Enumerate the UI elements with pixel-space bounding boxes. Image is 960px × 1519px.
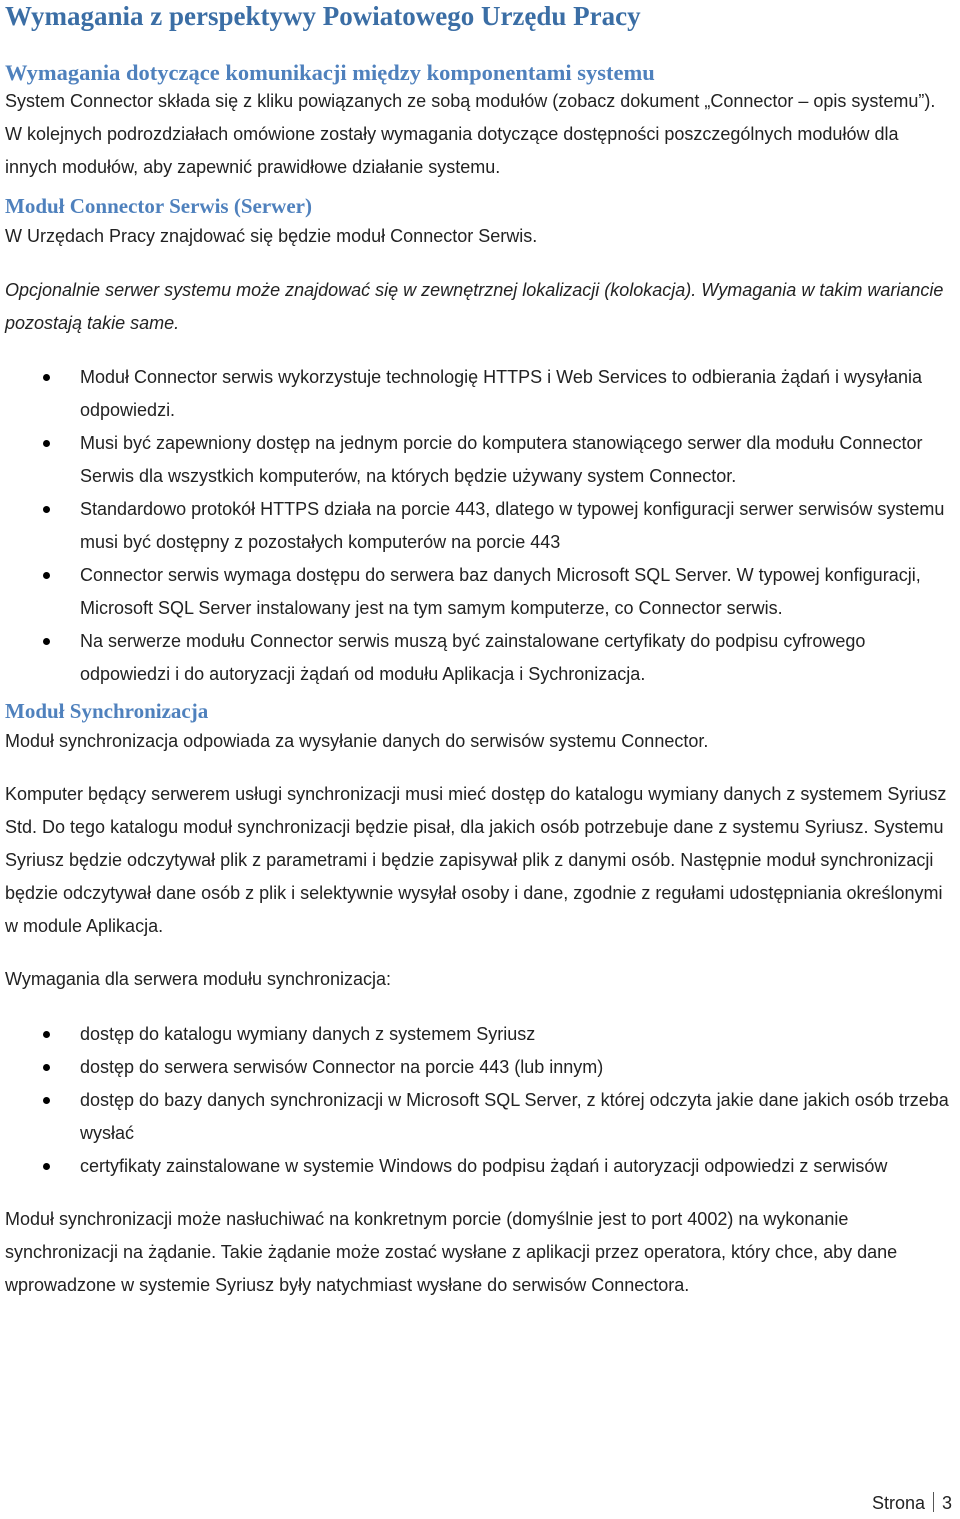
page-label: Strona xyxy=(871,1493,925,1513)
sync-paragraph-1: Moduł synchronizacja odpowiada za wysyłanie danych do serwisów systemu Connector. xyxy=(5,731,709,751)
page-footer xyxy=(872,1488,952,1518)
section-heading-communication: Wymagania dotyczące komunikacji między komponentami systemu xyxy=(5,60,655,85)
bullet-icon xyxy=(43,1097,50,1104)
list-item: certyfikaty zainstalowane w systemie Windows do podpisu żądań i autoryzacji odpowiedzi z serwisów xyxy=(5,1150,952,1183)
document-title: Wymagania z perspektywy Powiatowego Urzędu Pracy xyxy=(5,1,641,31)
list-item: Musi być zapewniony dostęp na jednym porcie do komputera stanowiącego serwer dla modułu Connector Serwis dla wszystkich komputerów, na których będzie używany system Connector. xyxy=(5,427,952,493)
bullet-icon xyxy=(43,440,50,447)
list-item: Standardowo protokół HTTPS działa na porcie 443, dlatego w typowej konfiguracji serwer serwisów systemu musi być dostępny z pozostałych komputerów na porcie 443 xyxy=(5,493,952,559)
serwis-paragraph-2: Opcjonalnie serwer systemu może znajdować się w zewnętrznej lokalizacji (kolokacja). Wymagania w takim wariancie pozostają takie same. xyxy=(5,280,944,333)
footer-divider xyxy=(933,1492,934,1512)
bullet-icon xyxy=(43,638,50,645)
bullet-icon xyxy=(43,572,50,579)
subsection-heading-sync: Moduł Synchronizacja xyxy=(5,699,209,723)
sync-requirements-label: Wymagania dla serwera modułu synchronizacja: xyxy=(5,969,392,989)
bullet-icon xyxy=(43,1163,50,1170)
page-number: 3 xyxy=(941,1493,952,1513)
list-item: Na serwerze modułu Connector serwis muszą być zainstalowane certyfikaty do podpisu cyfrowego odpowiedzi i do autoryzacji żądań od modułu Aplikacja i Sychronizacja. xyxy=(5,625,952,691)
subsection-heading-serwis: Moduł Connector Serwis (Serwer) xyxy=(5,194,312,218)
list-item: dostęp do serwera serwisów Connector na porcie 443 (lub innym) xyxy=(5,1051,952,1084)
section-intro-paragraph: System Connector składa się z kliku powiązanych ze sobą modułów (zobacz dokument „Connector – opis systemu”). W kolejnych podrozdziałach omówione zostały wymagania dotyczące dostępności poszczególnych modułów dla innych modułów, aby zapewnić prawidłowe działanie systemu. xyxy=(5,91,936,177)
sync-paragraph-2: Komputer będący serwerem usługi synchronizacji musi mieć dostęp do katalogu wymiany danych z systemem Syriusz Std. Do tego katalogu moduł synchronizacji będzie pisał, dla jakich osób potrzebuje dane z systemu Syriusz. Systemu Syriusz będzie odczytywał plik z parametrami i będzie zapisywał plik z danymi osób. Następnie moduł synchronizacji będzie odczytywał dane osób z plik i selektywnie wysyłał osoby i dane, zgodnie z regułami udostępniania określonymi w module Aplikacja. xyxy=(5,784,947,936)
sync-bullet-list xyxy=(5,1018,952,1183)
list-item: dostęp do bazy danych synchronizacji w Microsoft SQL Server, z której odczyta jakie dane jakich osób trzeba wysłać xyxy=(5,1084,952,1150)
bullet-icon xyxy=(43,374,50,381)
bullet-icon xyxy=(43,1031,50,1038)
serwis-paragraph-1: W Urzędach Pracy znajdować się będzie moduł Connector Serwis. xyxy=(5,226,538,246)
sync-paragraph-3: Moduł synchronizacji może nasłuchiwać na konkretnym porcie (domyślnie jest to port 4002) na wykonanie synchronizacji na żądanie. Takie żądanie może zostać wysłane z aplikacji przez operatora, który chce, aby dane wprowadzone w systemie Syriusz były natychmiast wysłane do serwisów Connectora. xyxy=(5,1209,898,1295)
list-item: Connector serwis wymaga dostępu do serwera baz danych Microsoft SQL Server. W typowej konfiguracji, Microsoft SQL Server instalowany jest na tym samym komputerze, co Connector serwis. xyxy=(5,559,952,625)
list-item: Moduł Connector serwis wykorzystuje technologię HTTPS i Web Services to odbierania żądań i wysyłania odpowiedzi. xyxy=(5,361,952,427)
list-item: dostęp do katalogu wymiany danych z systemem Syriusz xyxy=(5,1018,952,1051)
serwis-bullet-list xyxy=(5,361,952,691)
bullet-icon xyxy=(43,506,50,513)
bullet-icon xyxy=(43,1064,50,1071)
